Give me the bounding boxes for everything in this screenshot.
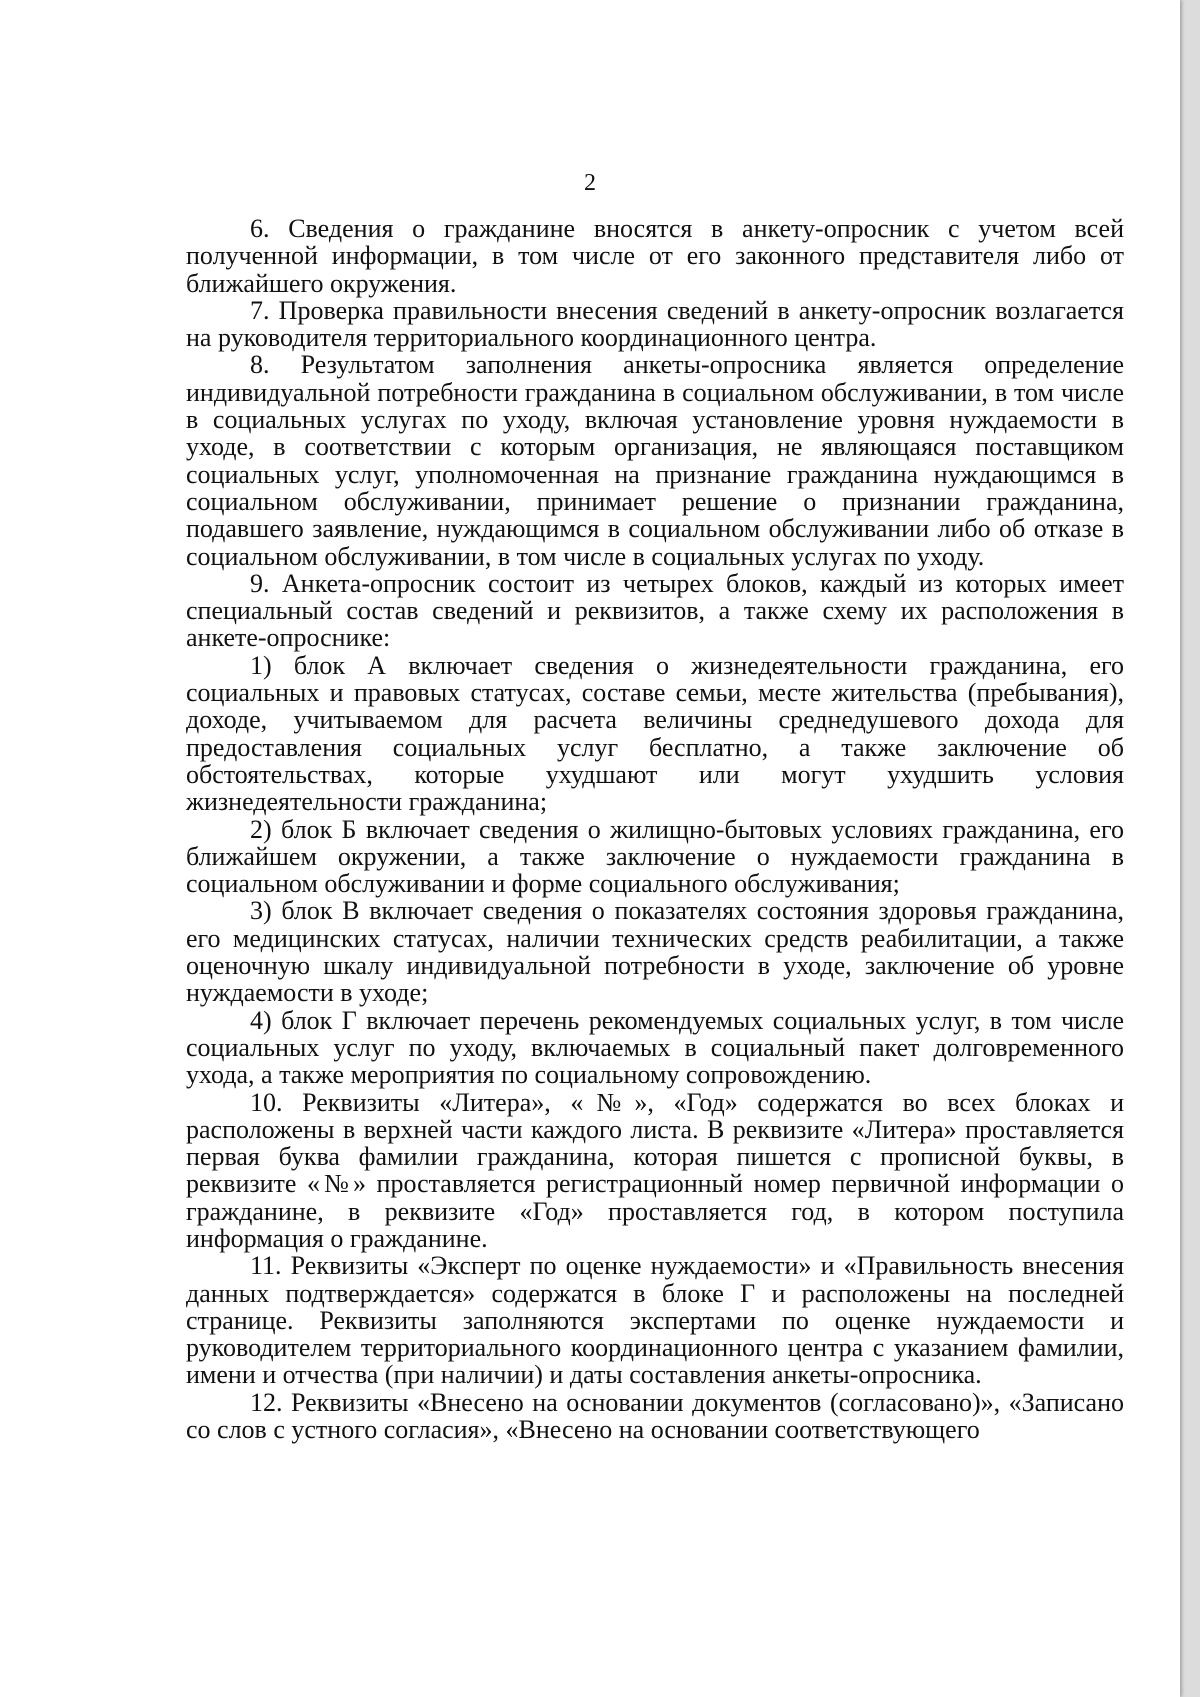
paragraph-9-item-4-block-g: 4) блок Г включает перечень рекомендуемых социальных услуг, в том числе социальных услуг по уходу, включаемых в социальный пакет долговременного ухода, а также мероприятия по социальному сопровождению. xyxy=(186,1005,1124,1090)
paragraph-9-item-1-block-a: 1) блок А включает сведения о жизнедеятельности гражданина, его социальных и правовых статусах, составе семьи, месте жительства (пребывания), доходе, учитываемом для расчета величины среднедушевого дохода для предоставления социальных услуг бесплатно, а также заключение об обстоятельствах, которые ухудшают или могут ухудшить условия жизнедеятельности гражданина; xyxy=(186,650,1124,817)
paragraph-7: 7. Проверка правильности внесения сведений в анкету-опросник возлагается на руководителя территориального координационного центра. xyxy=(186,295,1124,353)
paragraph-12: 12. Реквизиты «Внесено на основании документов (согласовано)», «Записано со слов с устного согласия», «Внесено на основании соответствующего xyxy=(186,1387,1124,1445)
paragraph-8: 8. Результатом заполнения анкеты-опросника является определение индивидуальной потребности гражданина в социальном обслуживании, в том числе в социальных услугах по уходу, включая установление уровня нуждаемости в уходе, в соответствии с которым организация, не являющаяся поставщиком социальных услуг, уполномоченная на признание гражданина нуждающимся в социальном обслуживании, принимает решение о признании гражданина, подавшего заявление, нуждающимся в социальном обслуживании либо об отказе в социальном обслуживании, в том числе в социальных услугах по уходу. xyxy=(186,350,1124,571)
page-number: 2 xyxy=(584,170,596,196)
paragraph-9: 9. Анкета-опросник состоит из четырех блоков, каждый из которых имеет специальный состав сведений и реквизитов, а также схему их расположения в анкете-опроснике: xyxy=(186,568,1124,653)
paragraph-9-item-3-block-v: 3) блок В включает сведения о показателях состояния здоровья гражданина, его медицинских статусах, наличии технических средств реабилитации, а также оценочную шкалу индивидуальной потребности в уходе, заключение об уровне нуждаемости в уходе; xyxy=(186,896,1124,1008)
paragraph-6: 6. Сведения о гражданине вносятся в анкету-опросник с учетом всей полученной информации, в том числе от его законного представителя либо от ближайшего окружения. xyxy=(186,214,1124,298)
document-body xyxy=(186,215,1124,1443)
paragraph-10: 10. Реквизиты «Литера», «№», «Год» содержатся во всех блоках и расположены в верхней части каждого листа. В реквизите «Литера» проставляется первая буква фамилии гражданина, которая пишется с прописной буквы, в реквизите «№» проставляется регистрационный номер первичной информации о гражданине, в реквизите «Год» проставляется год, в котором поступила информация о гражданине. xyxy=(186,1087,1124,1253)
paragraph-11: 11. Реквизиты «Эксперт по оценке нуждаемости» и «Правильность внесения данных подтверждается» содержатся в блоке Г и расположены на последней странице. Реквизиты заполняются экспертами по оценке нуждаемости и руководителем территориального координационного центра с указанием фамилии, имени и отчества (при наличии) и даты составления анкеты-опросника. xyxy=(186,1251,1124,1390)
paragraph-9-item-2-block-b: 2) блок Б включает сведения о жилищно-бытовых условиях гражданина, его ближайшем окружении, а также заключение о нуждаемости гражданина в социальном обслуживании и форме социального обслуживания; xyxy=(186,814,1124,899)
